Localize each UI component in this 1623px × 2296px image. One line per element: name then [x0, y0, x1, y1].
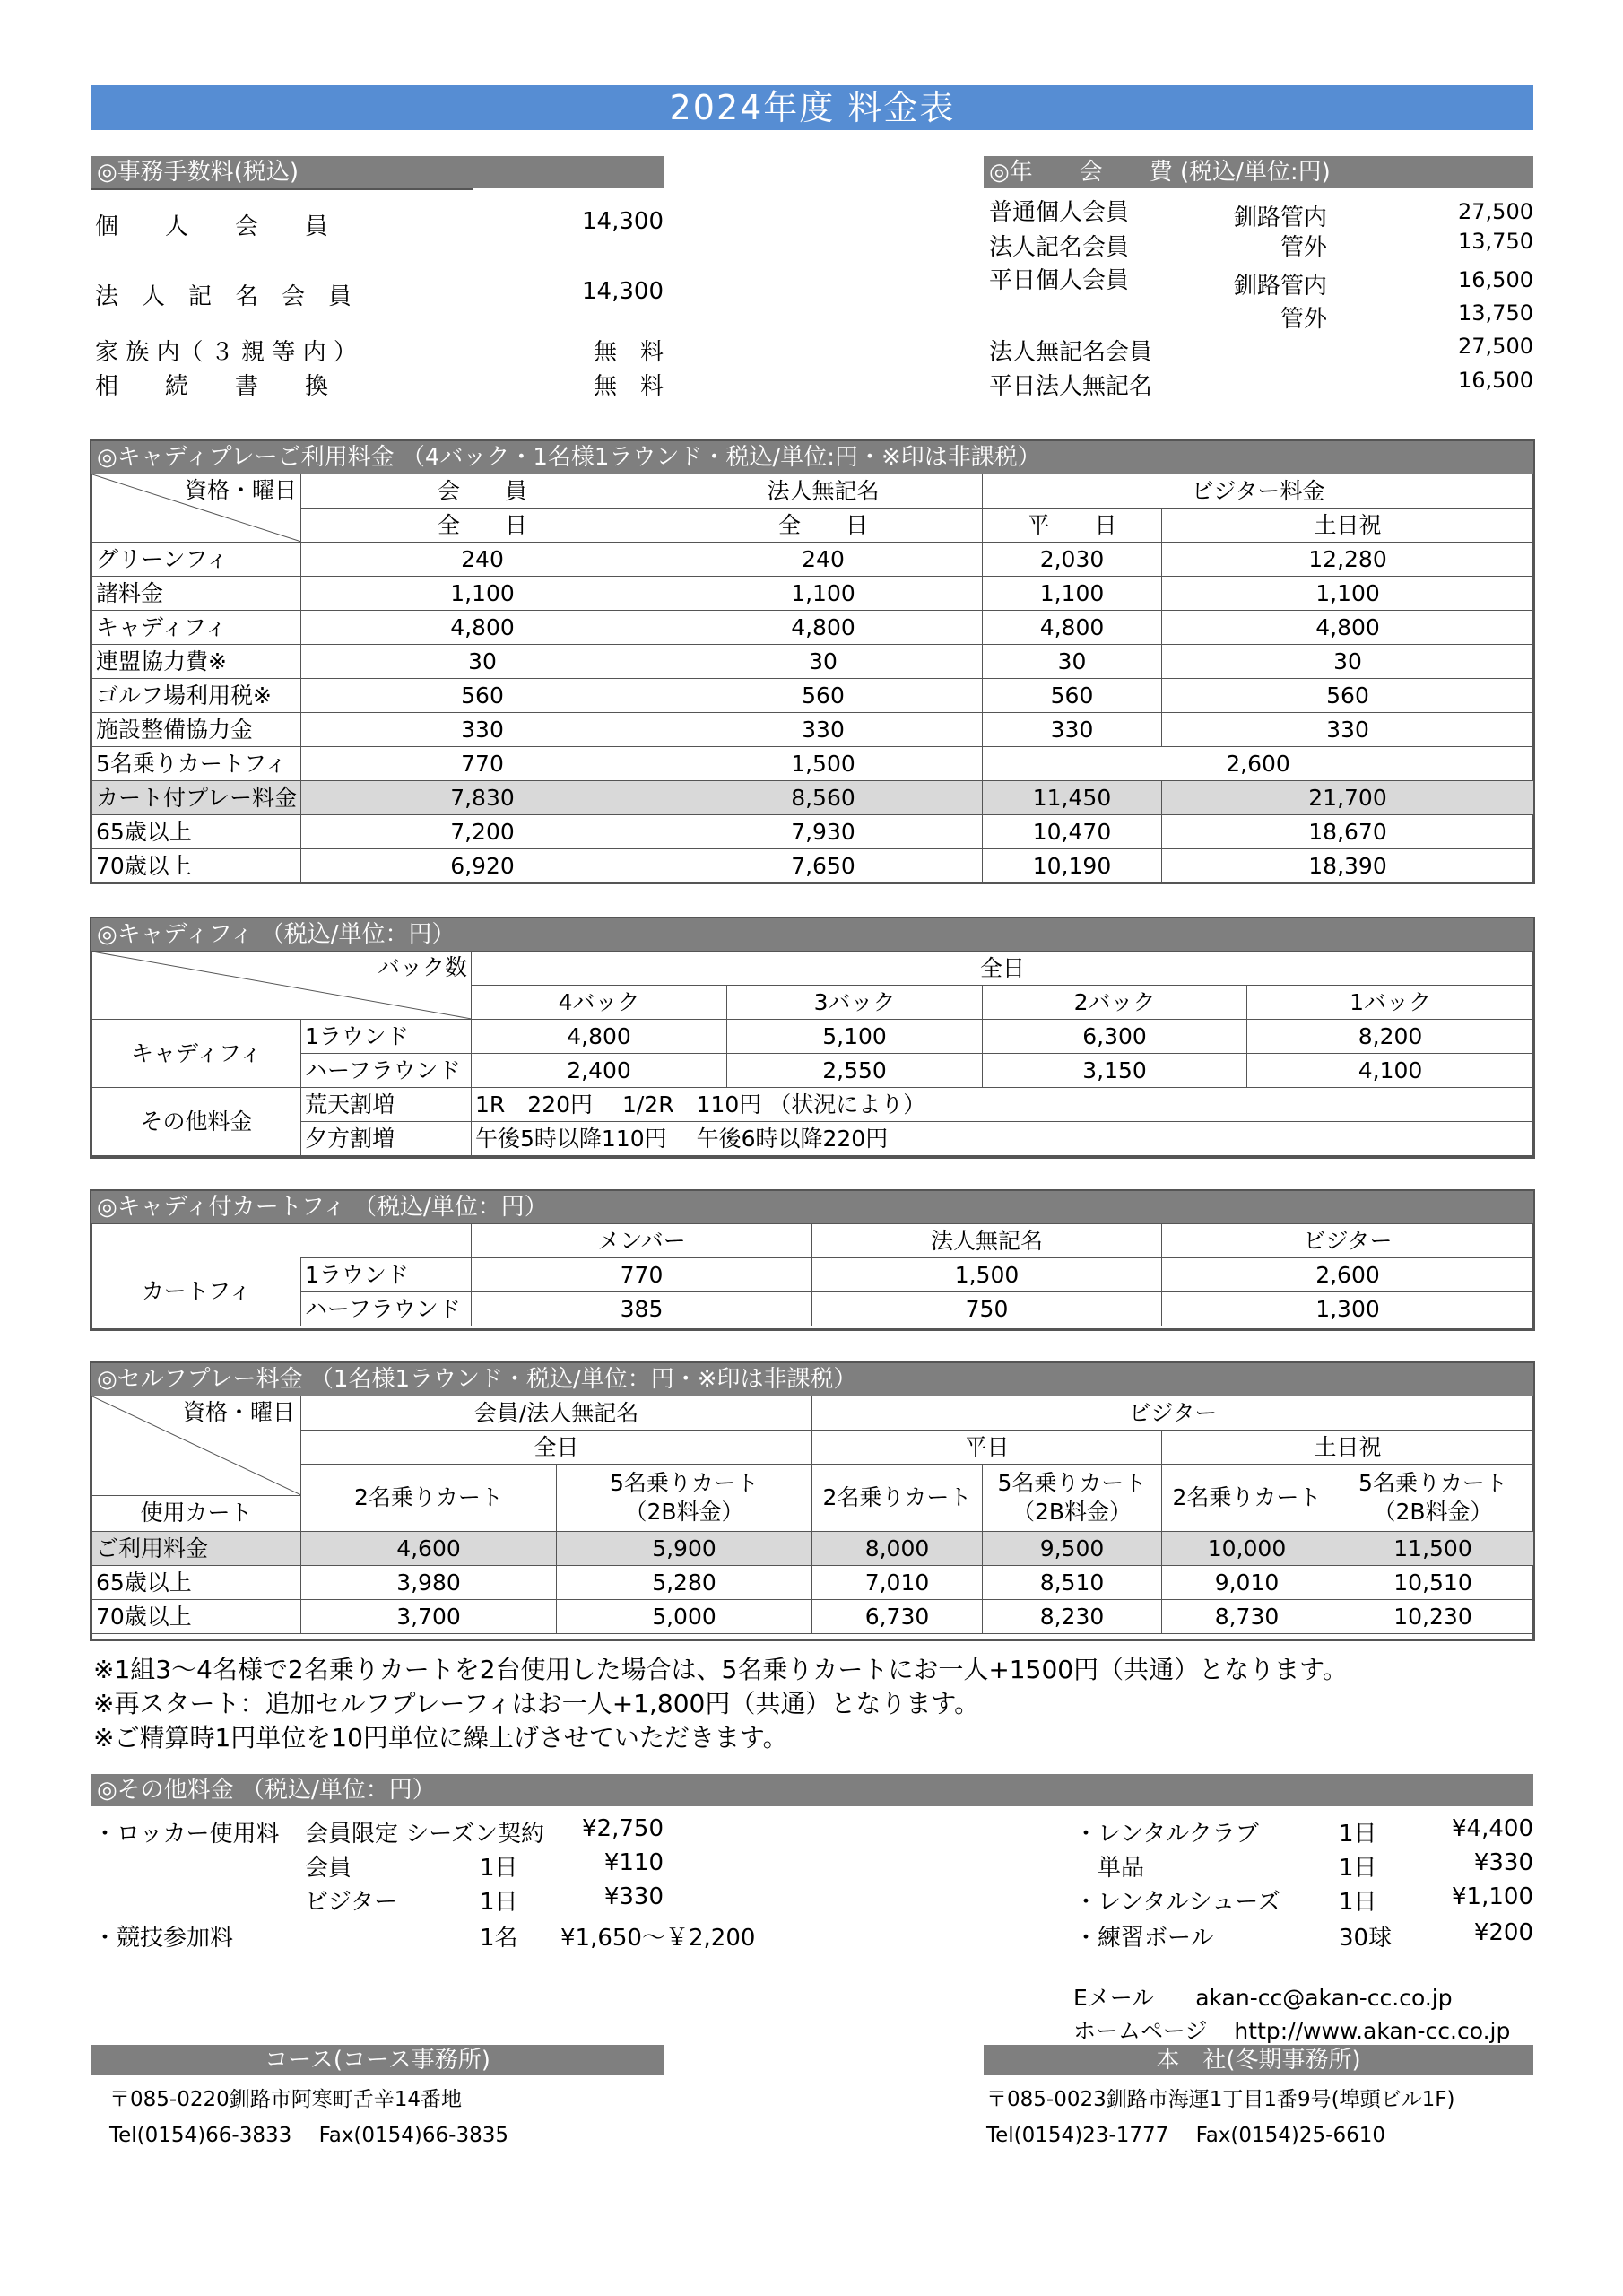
email-label: Eメール — [1073, 1985, 1155, 2011]
locker-unit: 1日 — [480, 1855, 518, 1882]
hq-address: 〒085-0023釧路市海運1丁目1番9号(埠頭ビル1F) — [986, 2088, 1455, 2111]
cart-2-header: 2名乗りカート — [812, 1465, 983, 1532]
table-row-total — [92, 781, 1534, 815]
other-group-label: その他料金 — [92, 1088, 301, 1156]
row-value: 6,730 — [812, 1600, 983, 1634]
header-visitor: ビジター料金 — [983, 474, 1534, 509]
fees-header-underline — [91, 188, 473, 190]
annual-label: 法人記名会員 — [989, 234, 1130, 261]
rental-unit: 1日 — [1339, 1855, 1377, 1882]
row-value: 4,800 — [301, 611, 664, 645]
cart-5-label: 5名乗りカート — [610, 1470, 759, 1496]
cart-col-header: 法人無記名 — [812, 1224, 1162, 1258]
annual-value: 16,500 — [1458, 368, 1533, 393]
cart-5-note: （2B料金） — [1011, 1499, 1133, 1525]
cart-col-header: メンバー — [472, 1224, 812, 1258]
locker-type: 会員 — [305, 1855, 352, 1882]
caddie-cart-header: ◎キャディ付カートフィ （税込/単位：円） — [91, 1191, 1533, 1223]
row-value: 1,300 — [1162, 1292, 1534, 1326]
rental-label: ・レンタルシューズ — [1074, 1889, 1280, 1916]
header-allday: 全日 — [472, 952, 1534, 986]
table-row — [92, 679, 1534, 713]
corner-diagonal — [92, 474, 301, 542]
self-play-header: ◎セルフプレー料金 （1名様1ラウンド・税込/単位：円・※印は非課税） — [91, 1363, 1533, 1396]
row-label: 施設整備協力金 — [92, 713, 301, 747]
annual-label: 平日法人無記名 — [989, 373, 1153, 400]
row-value: 5,000 — [557, 1600, 812, 1634]
rental-price: ¥200 — [1473, 1919, 1533, 1946]
fee-label: 法 人 記 名 会 員 — [95, 283, 352, 310]
table-row — [92, 1566, 1534, 1600]
row-label: 70歳以上 — [92, 1600, 301, 1634]
annual-value: 13,750 — [1458, 300, 1533, 326]
row-label: 夕方割増 — [301, 1122, 472, 1156]
locker-price: ¥110 — [603, 1849, 664, 1876]
rental-label: ・練習ボール — [1074, 1925, 1214, 1952]
fee-value: 14,300 — [582, 208, 664, 235]
self-header-allday: 全日 — [301, 1431, 812, 1465]
row-label: 70歳以上 — [92, 849, 301, 883]
row-value: 4,800 — [983, 611, 1162, 645]
row-value: 30 — [1162, 645, 1534, 679]
row-label: 荒天割増 — [301, 1088, 472, 1122]
bag-header: 1バック — [1247, 986, 1534, 1020]
table-row — [92, 543, 1534, 577]
row-value: 10,230 — [1332, 1600, 1534, 1634]
row-value: 5,100 — [727, 1020, 983, 1054]
row-value: 1,500 — [812, 1258, 1162, 1292]
row-label: カート付プレー料金 — [92, 781, 301, 815]
table-row-total — [92, 815, 1534, 849]
cart-5-header — [983, 1465, 1162, 1532]
cart-5-header — [1332, 1465, 1534, 1532]
row-value: 240 — [664, 543, 983, 577]
row-label: 連盟協力費※ — [92, 645, 301, 679]
self-header-weekday: 平日 — [812, 1431, 1162, 1465]
rental-label: 単品 — [1074, 1855, 1145, 1882]
bag-corner-diagonal — [92, 952, 472, 1019]
row-value: 4,100 — [1247, 1054, 1534, 1088]
annual-label: 法人無記名会員 — [989, 339, 1153, 366]
row-value: 560 — [1162, 679, 1534, 713]
row-value: 21,700 — [1162, 781, 1534, 815]
caddie-play-header: ◎キャディプレーご利用料金 （4バック・1名様1ラウンド・税込/単位:円・※印は非課税） — [91, 441, 1533, 474]
table-row — [92, 1600, 1534, 1634]
cart-2-header: 2名乗りカート — [301, 1465, 557, 1532]
self-corner-bottom: 使用カート — [92, 1495, 300, 1532]
annual-header: ◎年 会 費 (税込/単位:円) — [984, 156, 1533, 188]
fee-label: 個 人 会 員 — [95, 213, 329, 240]
table-row — [92, 713, 1534, 747]
row-value: 3,980 — [301, 1566, 557, 1600]
caddie-fee-table — [91, 951, 1534, 1156]
header-allday-member: 全 日 — [301, 509, 664, 543]
row-value: 6,300 — [983, 1020, 1247, 1054]
row-value: 6,920 — [301, 849, 664, 883]
row-label: 諸料金 — [92, 577, 301, 611]
row-value: 330 — [1162, 713, 1534, 747]
locker-price: ¥2,750 — [582, 1815, 664, 1842]
competition-price: ¥1,650～￥2,200 — [560, 1925, 756, 1952]
email-link[interactable]: akan-cc@akan-cc.co.jp — [1195, 1985, 1453, 2011]
row-value: 9,010 — [1162, 1566, 1332, 1600]
rental-price: ¥1,100 — [1452, 1883, 1533, 1910]
row-value: 1,100 — [664, 577, 983, 611]
row-value: 10,510 — [1332, 1566, 1534, 1600]
annual-area: 釧路管内 — [1233, 273, 1327, 300]
table-row-total — [92, 849, 1534, 883]
self-corner-top: 資格・曜日 — [182, 1399, 295, 1425]
hq-office-header: 本 社(冬期事務所) — [984, 2045, 1533, 2075]
row-value: 10,190 — [983, 849, 1162, 883]
rental-price: ¥4,400 — [1452, 1815, 1533, 1842]
course-phone: Tel(0154)66-3833 Fax(0154)66-3835 — [109, 2124, 508, 2147]
row-value: 10,470 — [983, 815, 1162, 849]
row-value: 11,450 — [983, 781, 1162, 815]
row-value: 2,400 — [472, 1054, 727, 1088]
row-value: 4,800 — [472, 1020, 727, 1054]
fee-label: 相 続 書 換 — [95, 373, 329, 400]
homepage-row — [1073, 2013, 1510, 2046]
row-value: 1,100 — [983, 577, 1162, 611]
row-value: 560 — [983, 679, 1162, 713]
cart-member: 770 — [301, 747, 664, 781]
annual-area: 管外 — [1280, 306, 1327, 333]
header-corp: 法人無記名 — [664, 474, 983, 509]
cart-2-header: 2名乗りカート — [1162, 1465, 1332, 1532]
row-value: 30 — [983, 645, 1162, 679]
fee-value: 無 料 — [593, 339, 664, 366]
row-value: 240 — [301, 543, 664, 577]
locker-unit: 1日 — [480, 1889, 518, 1916]
row-text: 午後5時以降110円 午後6時以降220円 — [472, 1122, 1534, 1156]
table-row — [92, 1258, 1534, 1292]
row-value: 4,800 — [1162, 611, 1534, 645]
bag-header: 4バック — [472, 986, 727, 1020]
row-label: キャディフィ — [92, 611, 301, 645]
bag-header: 2バック — [983, 986, 1247, 1020]
row-value: 7,930 — [664, 815, 983, 849]
table-row — [92, 1532, 1534, 1566]
row-value: 330 — [664, 713, 983, 747]
rental-label: ・レンタルクラブ — [1074, 1821, 1259, 1848]
row-value: 8,000 — [812, 1532, 983, 1566]
table-row — [92, 645, 1534, 679]
cart-5-header — [557, 1465, 812, 1532]
row-label: グリーンフィ — [92, 543, 301, 577]
cart-corner-cell — [92, 1224, 472, 1258]
cart-group-label: カートフィ — [92, 1258, 301, 1326]
table-row — [92, 1020, 1534, 1054]
row-value: 770 — [472, 1258, 812, 1292]
row-value: 330 — [301, 713, 664, 747]
fee-value: 無 料 — [593, 373, 664, 400]
row-label: ハーフラウンド — [301, 1292, 472, 1326]
cart-5-label: 5名乗りカート — [1358, 1470, 1507, 1496]
row-value: 8,200 — [1247, 1020, 1534, 1054]
locker-price: ¥330 — [603, 1883, 664, 1910]
table-row — [92, 577, 1534, 611]
annual-value: 13,750 — [1458, 229, 1533, 254]
row-value: 8,730 — [1162, 1600, 1332, 1634]
cart-corp: 1,500 — [664, 747, 983, 781]
row-value: 18,390 — [1162, 849, 1534, 883]
fee-label: 家 族 内（ ３ 親 等 内 ） — [95, 339, 357, 366]
homepage-label: ホームページ — [1073, 2018, 1208, 2044]
cart-col-header: ビジター — [1162, 1224, 1534, 1258]
bag-corner-cell — [92, 952, 472, 1020]
header-allday-corp: 全 日 — [664, 509, 983, 543]
annual-area: 釧路管内 — [1233, 204, 1327, 231]
self-header-visitor: ビジター — [812, 1396, 1534, 1431]
annual-label: 平日個人会員 — [989, 267, 1130, 294]
row-value: 12,280 — [1162, 543, 1534, 577]
caddie-fee-header: ◎キャディフィ （税込/単位：円） — [91, 918, 1533, 951]
table-row-cart — [92, 747, 1534, 781]
competition-label: ・競技参加料 — [93, 1925, 234, 1952]
row-value: 4,800 — [664, 611, 983, 645]
row-value: 10,000 — [1162, 1532, 1332, 1566]
row-value: 11,500 — [1332, 1532, 1534, 1566]
row-label: 1ラウンド — [301, 1020, 472, 1054]
hq-phone: Tel(0154)23-1777 Fax(0154)25-6610 — [986, 2124, 1385, 2147]
fees-header: ◎事務手数料(税込) — [91, 156, 664, 188]
row-value: 9,500 — [983, 1532, 1162, 1566]
row-value: 5,900 — [557, 1532, 812, 1566]
homepage-link[interactable]: http://www.akan-cc.co.jp — [1234, 2018, 1511, 2044]
course-office-header: コース(コース事務所) — [91, 2045, 664, 2075]
row-value: 30 — [664, 645, 983, 679]
locker-label: ・ロッカー使用料 — [93, 1821, 280, 1848]
rental-unit: 30球 — [1339, 1925, 1393, 1952]
row-value: 8,560 — [664, 781, 983, 815]
row-value: 4,600 — [301, 1532, 557, 1566]
row-value: 7,830 — [301, 781, 664, 815]
cart-5-note: （2B料金） — [624, 1499, 744, 1525]
self-play-note: ※ご精算時1円単位を10円単位に繰上げさせていただきます。 — [93, 1723, 788, 1752]
caddie-group-label: キャディフィ — [92, 1020, 301, 1088]
corner-label: 資格・曜日 — [184, 477, 297, 503]
self-play-note: ※1組3～4名様で2名乗りカートを2台使用した場合は、5名乗りカートにお一人+1500円（共通）となります。 — [93, 1655, 1348, 1684]
row-label: 5名乗りカートフィ — [92, 747, 301, 781]
locker-type: ビジター — [305, 1889, 397, 1916]
row-label: ご利用料金 — [92, 1532, 301, 1566]
self-header-member: 会員/法人無記名 — [301, 1396, 812, 1431]
self-corner-cell — [92, 1396, 301, 1532]
annual-value: 27,500 — [1458, 199, 1533, 224]
row-label: ゴルフ場利用税※ — [92, 679, 301, 713]
table-row — [92, 611, 1534, 645]
row-value: 330 — [983, 713, 1162, 747]
annual-label: 普通個人会員 — [989, 199, 1130, 226]
table-row-other — [92, 1088, 1534, 1122]
row-value: 8,230 — [983, 1600, 1162, 1634]
header-holiday: 土日祝 — [1162, 509, 1534, 543]
row-value: 1,100 — [301, 577, 664, 611]
bag-corner-label: バック数 — [378, 954, 468, 980]
row-value: 2,550 — [727, 1054, 983, 1088]
course-address: 〒085-0220釧路市阿寒町舌辛14番地 — [109, 2088, 462, 2111]
self-play-table — [91, 1396, 1534, 1634]
cart-visitor: 2,600 — [983, 747, 1534, 781]
header-weekday: 平 日 — [983, 509, 1162, 543]
corner-cell — [92, 474, 301, 543]
row-value: 30 — [301, 645, 664, 679]
other-header: ◎その他料金 （税込/単位：円） — [91, 1774, 1533, 1806]
row-value: 560 — [301, 679, 664, 713]
locker-type: 会員限定 シーズン契約 — [305, 1821, 544, 1848]
row-label: 65歳以上 — [92, 1566, 301, 1600]
row-value: 1,100 — [1162, 577, 1534, 611]
row-label: 1ラウンド — [301, 1258, 472, 1292]
row-value: 2,030 — [983, 543, 1162, 577]
row-value: 8,510 — [983, 1566, 1162, 1600]
bag-header: 3バック — [727, 986, 983, 1020]
annual-area: 管外 — [1280, 234, 1327, 261]
row-value: 750 — [812, 1292, 1162, 1326]
row-value: 18,670 — [1162, 815, 1534, 849]
table-row — [92, 1054, 1534, 1088]
table-row-other — [92, 1122, 1534, 1156]
row-value: 385 — [472, 1292, 812, 1326]
email-row — [1073, 1980, 1453, 2013]
competition-unit: 1名 — [480, 1925, 518, 1952]
row-value: 2,600 — [1162, 1258, 1534, 1292]
annual-value: 16,500 — [1458, 267, 1533, 292]
row-value: 7,010 — [812, 1566, 983, 1600]
header-member: 会 員 — [301, 474, 664, 509]
caddie-play-table — [91, 474, 1534, 883]
rental-unit: 1日 — [1339, 1889, 1377, 1916]
row-value: 560 — [664, 679, 983, 713]
cart-5-label: 5名乗りカート — [997, 1470, 1147, 1496]
self-header-holiday: 土日祝 — [1162, 1431, 1534, 1465]
fee-value: 14,300 — [582, 278, 664, 305]
row-label: ハーフラウンド — [301, 1054, 472, 1088]
caddie-cart-table — [91, 1223, 1534, 1326]
annual-value: 27,500 — [1458, 334, 1533, 359]
row-value: 3,150 — [983, 1054, 1247, 1088]
page-title: 2024年度 料金表 — [91, 85, 1533, 130]
row-value: 5,280 — [557, 1566, 812, 1600]
table-row — [92, 1292, 1534, 1326]
cart-5-note: （2B料金） — [1373, 1499, 1493, 1525]
row-label: 65歳以上 — [92, 815, 301, 849]
row-value: 7,650 — [664, 849, 983, 883]
rental-price: ¥330 — [1473, 1849, 1533, 1876]
row-value: 7,200 — [301, 815, 664, 849]
row-value: 3,700 — [301, 1600, 557, 1634]
row-text: 1R 220円 1/2R 110円 （状況により） — [472, 1088, 1534, 1122]
self-play-note: ※再スタート：追加セルフプレーフィはお一人+1,800円（共通）となります。 — [93, 1689, 980, 1718]
rental-unit: 1日 — [1339, 1821, 1377, 1848]
